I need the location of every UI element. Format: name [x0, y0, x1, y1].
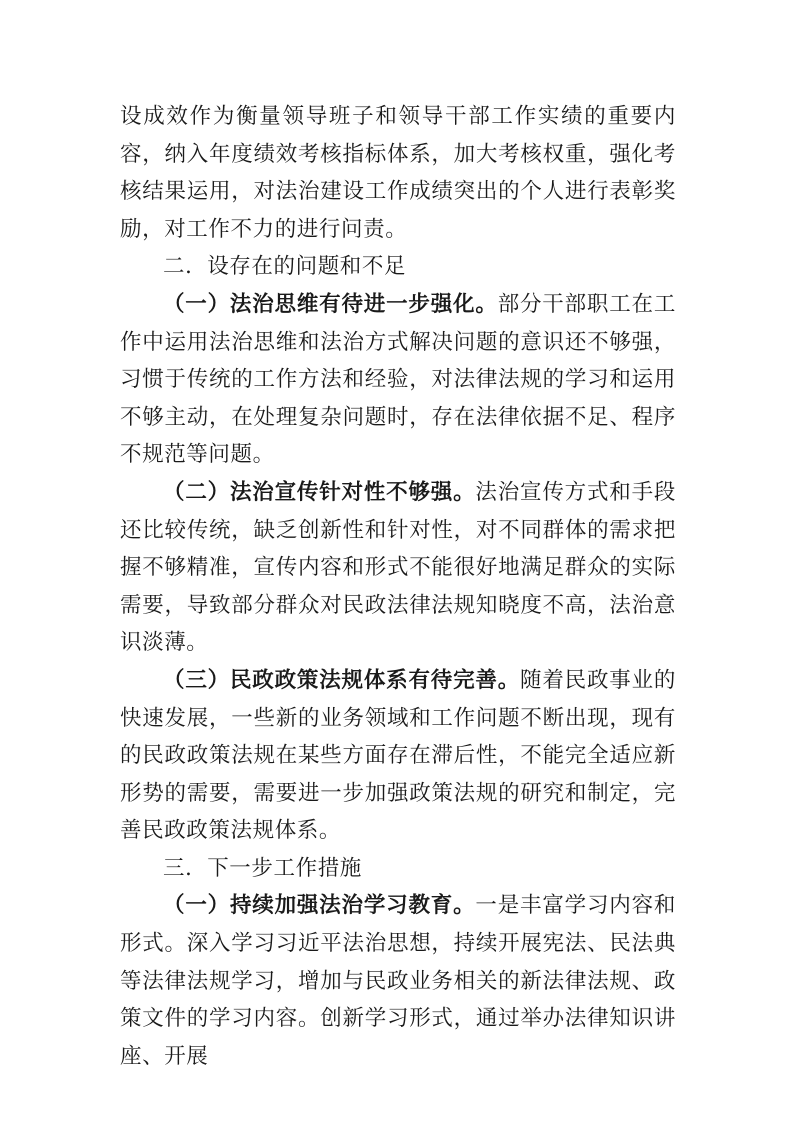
problem-item-text: 法治宣传方式和手段还比较传统，缺乏创新性和针对性，对不同群体的需求把握不够精准，宣传内容和形式不能很好地满足群众的实际需要，导致部分群众对民政法律法规知晓度不高，法治意识淡薄。: [120, 479, 676, 656]
measure-item-text: 一是丰富学习内容和形式。深入学习习近平法治思想，持续开展宪法、民法典等法律法规学习，增加与民政业务相关的新法律法规、政策文件的学习内容。创新学习形式，通过举办法律知识讲座、开展: [120, 893, 676, 1069]
problem-item-title: （二）法治宣传针对性不够强。: [163, 479, 476, 505]
problem-item-text: 部分干部职工在工作中运用法治思维和法治方式解决问题的意识还不够强，习惯于传统的工作方法和经验，对法律法规的学习和运用不够主动，在处理复杂问题时，存在法律依据不足、程序不规范等问题。: [120, 291, 676, 468]
problem-item-1: [120, 286, 676, 474]
section-heading-next-steps: 三．下一步工作措施: [163, 855, 362, 881]
problem-item-text: 随着民政事业的快速发展，一些新的业务领域和工作问题不断出现，现有的民政政策法规在某些方面存在滞后性，不能完全适应新形势的需要，需要进一步加强政策法规的研究和制定，完善民政政策法规体系。: [120, 667, 676, 844]
measure-item-1: [120, 887, 676, 1075]
document-page: [120, 98, 676, 1075]
problem-item-2: [120, 474, 676, 662]
section-heading-problems: 二．设存在的问题和不足: [163, 254, 407, 280]
problem-item-title: （三）民政政策法规体系有待完善。: [163, 667, 521, 693]
measure-item-title: （一）持续加强法治学习教育。: [163, 893, 476, 919]
problem-item-3: [120, 662, 676, 850]
problem-item-title: （一）法治思维有待进一步强化。: [163, 291, 498, 317]
paragraph-continuation: [120, 98, 676, 248]
paragraph-text: 设成效作为衡量领导班子和领导干部工作实绩的重要内容，纳入年度绩效考核指标体系，加大考核权重，强化考核结果运用，对法治建设工作成绩突出的个人进行表彰奖励，对工作不力的进行问责。: [120, 104, 676, 242]
